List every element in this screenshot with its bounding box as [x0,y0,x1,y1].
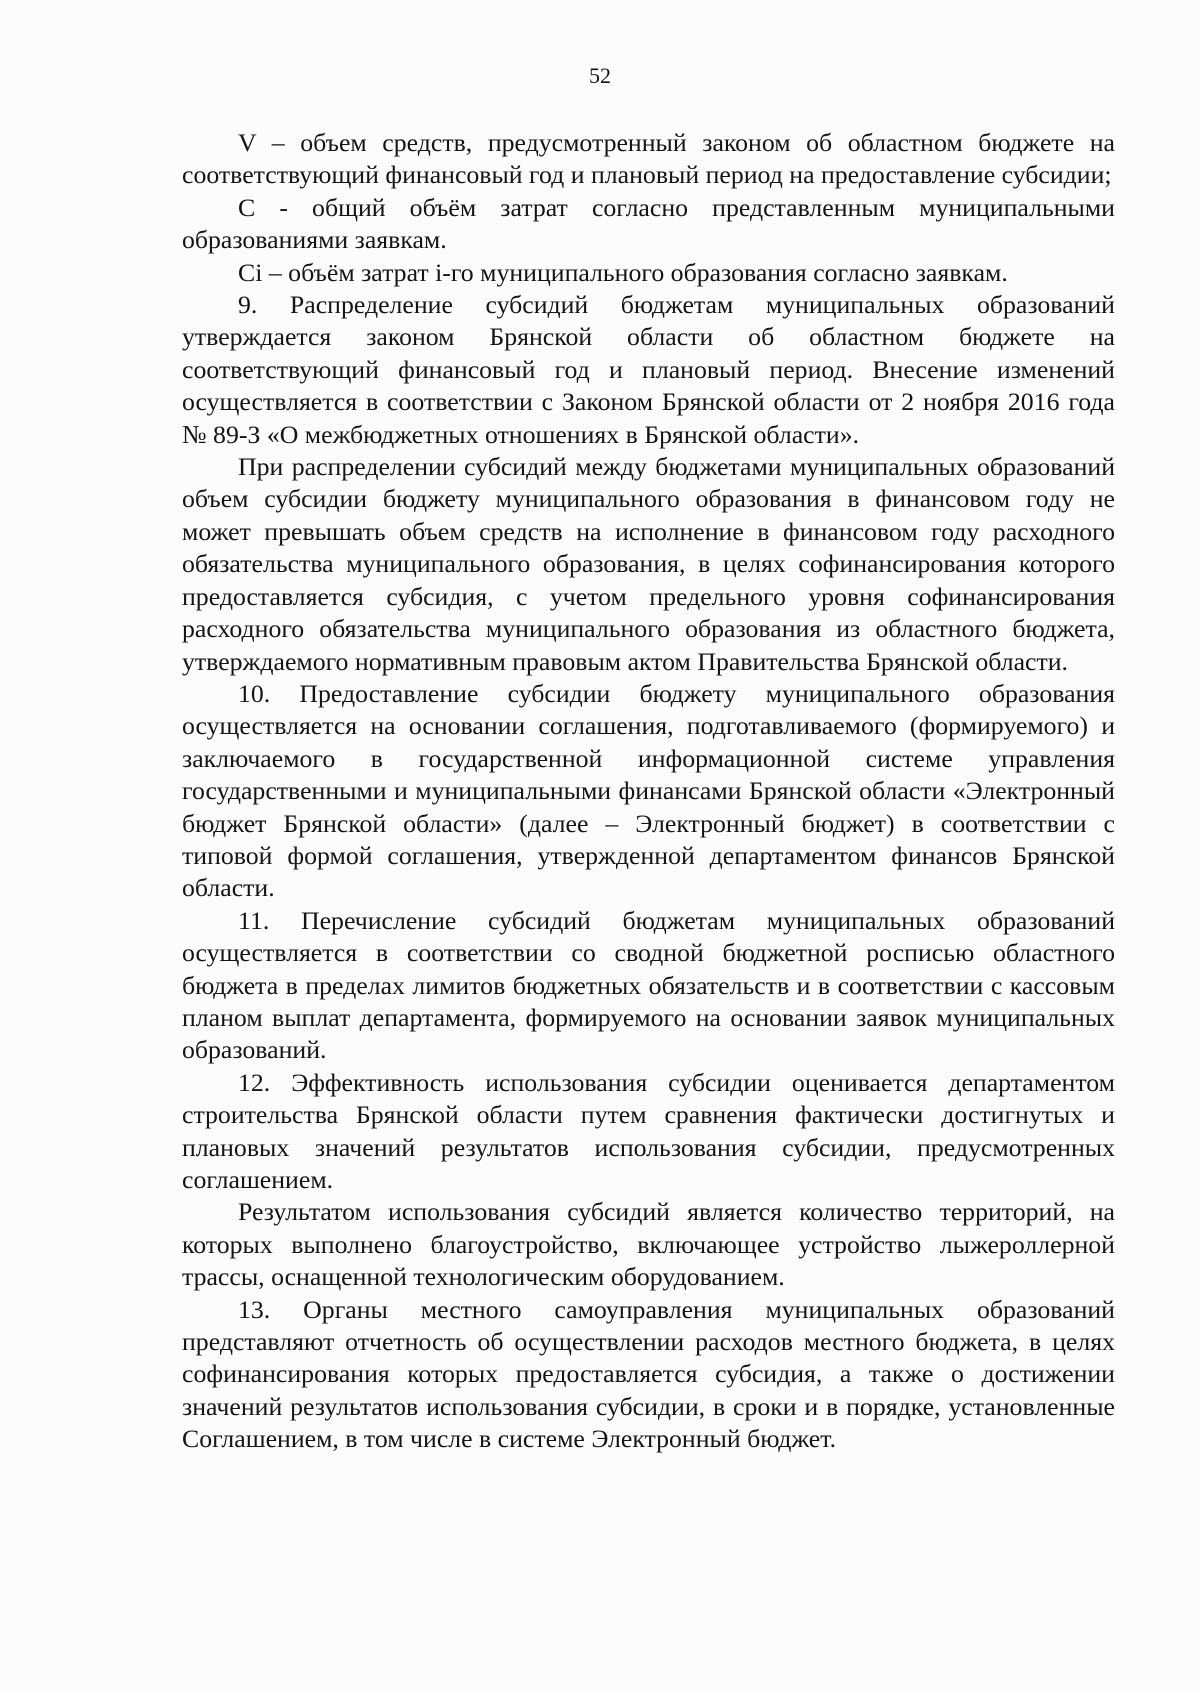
page-number: 52 [589,63,611,88]
paragraph-item-11: 11. Перечисление субсидий бюджетам муниципальных образований осуществляется в соответствии со сводной бюджетной росписью областного бюджета в пределах лимитов бюджетных обязательств и в соответствии с кассовым планом выплат департамента, формируемого на основании заявок муниципальных образований. [182,905,1115,1065]
paragraph-item-12: 12. Эффективность использования субсидии оценивается департаментом строительства Брянской области путем сравнения фактически достигнутых и плановых значений результатов использования субсидии, предусмотренных соглашением. [182,1067,1115,1194]
paragraph-item-9: 9. Распределение субсидий бюджетам муниципальных образований утверждается законом Брянской области об областном бюджете на соответствующий финансовый год и плановый период. Внесение изменений осуществляется в соответствии с Законом Брянской области от 2 ноября 2016 года № 89-З «О межбюджетных отношениях в Брянской области». [182,290,1115,449]
paragraph-item-13: 13. Органы местного самоуправления муниципальных образований представляют отчетность об осуществлении расходов местного бюджета, в целях софинансирования которых предоставляется субсидия, а также о достижении значений результатов использования субсидии, в сроки и в порядке, установленные Соглашением, в том числе в системе Электронный бюджет. [182,1294,1115,1454]
paragraph-ci-definition: Ci – объём затрат i-го муниципального образования согласно заявкам. [238,257,1008,287]
document-body [182,127,1115,1456]
paragraph-v-definition: V – объем средств, предусмотренный законом об областном бюджете на соответствующий финансовый год и плановый период на предоставление субсидии; [182,128,1115,190]
paragraph-distribution-limits: При распределении субсидий между бюджетами муниципальных образований объем субсидии бюджету муниципального образования в финансовом году не может превышать объем средств на исполнение в финансовом году расходного обязательства муниципального образования, в целях софинансирования которого предоставляется субсидия, с учетом предельного уровня софинансирования расходного обязательства муниципального образования из областного бюджета, утверждаемого нормативным правовым актом Правительства Брянской области. [182,452,1115,676]
paragraph-c-definition: С - общий объём затрат согласно представленным муниципальными образованиями заявкам. [182,192,1115,255]
paragraph-item-10: 10. Предоставление субсидии бюджету муниципального образования осуществляется на основании соглашения, подготавливаемого (формируемого) и заключаемого в государственной информационной системе управления государственными и муниципальными финансами Брянской области «Электронный бюджет Брянской области» (далее – Электронный бюджет) в соответствии с типовой формой соглашения, утвержденной департаментом финансов Брянской области. [182,678,1115,903]
paragraph-result: Результатом использования субсидий является количество территорий, на которых выполнено благоустройство, включающее устройство лыжероллерной трассы, оснащенной технологическим оборудованием. [182,1197,1115,1292]
